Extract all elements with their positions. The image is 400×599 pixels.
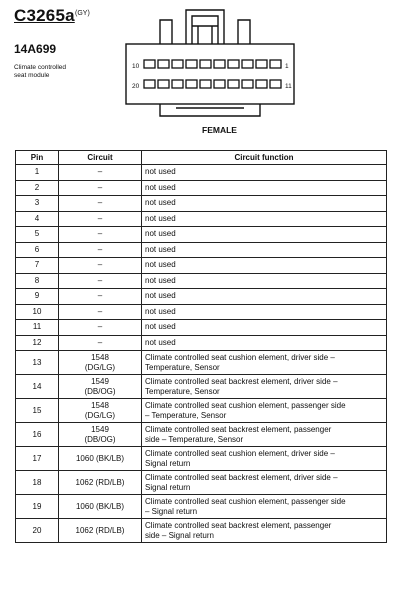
- circuit-function-cell: [142, 289, 387, 305]
- circuit-cell: [59, 519, 142, 543]
- circuit-line: 1549: [91, 376, 109, 386]
- circuit-function-cell: [142, 375, 387, 399]
- pin-cavity: [172, 80, 183, 88]
- pin-cavity: [228, 60, 239, 68]
- pin-cavity: [158, 80, 169, 88]
- circuit-function-cell: [142, 471, 387, 495]
- header-circuit-function: Circuit function: [142, 151, 387, 165]
- top-row-end-label: 1: [285, 63, 289, 70]
- pin-number: 20: [16, 519, 59, 543]
- circuit-function-cell: [142, 165, 387, 181]
- circuit-line: 1549: [91, 424, 109, 434]
- circuit-function-line: not used: [145, 306, 176, 316]
- table-row: [16, 180, 387, 196]
- circuit-line: 1060 (BK/LB): [75, 453, 125, 463]
- circuit-function-line: Signal return: [145, 482, 191, 492]
- pin-cavity: [200, 60, 211, 68]
- header-pin: Pin: [16, 151, 59, 165]
- pinout-table: [15, 150, 387, 543]
- table-row: [16, 211, 387, 227]
- circuit-line: (DG/LG): [84, 362, 116, 372]
- circuit-function-line: Climate controlled seat backrest element, passenger: [145, 424, 332, 434]
- circuit-cell: [59, 304, 142, 320]
- circuit-function-line: Climate controlled seat cushion element, passenger side: [145, 400, 346, 410]
- pin-number: 2: [16, 180, 59, 196]
- circuit-function-cell: [142, 227, 387, 243]
- pin-cavity: [186, 60, 197, 68]
- pin-number: 16: [16, 423, 59, 447]
- pin-number: 19: [16, 495, 59, 519]
- table-row: [16, 375, 387, 399]
- circuit-function-line: not used: [145, 213, 176, 223]
- table-row: [16, 399, 387, 423]
- pin-cavity: [242, 80, 253, 88]
- circuit-function-line: Climate controlled seat backrest element, driver side –: [145, 376, 338, 386]
- pin-cavity: [214, 60, 225, 68]
- circuit-line: –: [97, 322, 103, 332]
- circuit-function-cell: [142, 273, 387, 289]
- table-row: [16, 258, 387, 274]
- pin-cavity: [158, 60, 169, 68]
- circuit-function-line: – Signal return: [145, 506, 198, 516]
- circuit-line: –: [97, 198, 103, 208]
- description-line-1: Climate controlled: [14, 64, 67, 71]
- pin-cavity: [242, 60, 253, 68]
- circuit-cell: [59, 320, 142, 336]
- part-number: 14A699: [14, 42, 57, 56]
- circuit-cell: [59, 180, 142, 196]
- circuit-cell: [59, 423, 142, 447]
- circuit-function-cell: [142, 180, 387, 196]
- pin-cavity: [270, 60, 281, 68]
- circuit-function-line: not used: [145, 291, 176, 301]
- table-row: [16, 351, 387, 375]
- connector-id: C3265a: [14, 6, 75, 25]
- circuit-function-line: side – Signal return: [145, 530, 214, 540]
- circuit-line: –: [97, 337, 103, 347]
- circuit-function-cell: [142, 335, 387, 351]
- table-row: [16, 304, 387, 320]
- top-row-start-label: 10: [132, 63, 140, 70]
- pin-number: 14: [16, 375, 59, 399]
- table-row: [16, 423, 387, 447]
- bottom-row-end-label: 11: [285, 83, 292, 90]
- circuit-function-line: not used: [145, 198, 176, 208]
- circuit-cell: [59, 196, 142, 212]
- table-row: [16, 227, 387, 243]
- circuit-line: 1062 (RD/LB): [75, 477, 125, 487]
- circuit-cell: [59, 471, 142, 495]
- table-row: [16, 196, 387, 212]
- circuit-function-cell: [142, 304, 387, 320]
- circuit-line: –: [97, 291, 103, 301]
- circuit-line: –: [97, 260, 103, 270]
- table-row: [16, 273, 387, 289]
- pin-cavity: [228, 80, 239, 88]
- circuit-function-line: not used: [145, 229, 176, 239]
- table-row: [16, 165, 387, 181]
- component-description: [14, 64, 94, 80]
- circuit-line: 1548: [91, 400, 109, 410]
- circuit-function-line: – Temperature, Sensor: [145, 410, 227, 420]
- table-row: [16, 289, 387, 305]
- circuit-function-cell: [142, 423, 387, 447]
- pin-number: 10: [16, 304, 59, 320]
- pin-cavity: [144, 60, 155, 68]
- circuit-line: 1060 (BK/LB): [75, 501, 125, 511]
- circuit-function-line: Temperature, Sensor: [145, 362, 220, 372]
- circuit-cell: [59, 399, 142, 423]
- pin-number: 12: [16, 335, 59, 351]
- circuit-function-line: not used: [145, 167, 176, 177]
- table-row: [16, 495, 387, 519]
- pin-number: 13: [16, 351, 59, 375]
- circuit-function-cell: [142, 258, 387, 274]
- circuit-cell: [59, 495, 142, 519]
- pin-number: 9: [16, 289, 59, 305]
- circuit-cell: [59, 375, 142, 399]
- circuit-function-line: side – Temperature, Sensor: [145, 434, 244, 444]
- pin-number: 7: [16, 258, 59, 274]
- circuit-function-line: Climate controlled seat backrest element, driver side –: [145, 472, 338, 482]
- pin-number: 5: [16, 227, 59, 243]
- color-code: (GY): [75, 10, 90, 17]
- circuit-function-line: not used: [145, 260, 176, 270]
- circuit-function-cell: [142, 211, 387, 227]
- circuit-line: –: [97, 213, 103, 223]
- circuit-function-line: Climate controlled seat backrest element, passenger: [145, 520, 332, 530]
- description-line-2: seat module: [14, 72, 50, 79]
- circuit-function-line: Climate controlled seat cushion element, driver side –: [145, 352, 335, 362]
- table-row: [16, 242, 387, 258]
- pin-cavity: [172, 60, 183, 68]
- circuit-line: –: [97, 306, 103, 316]
- circuit-line: –: [97, 244, 103, 254]
- pin-number: 17: [16, 447, 59, 471]
- circuit-line: (DB/OG): [84, 386, 116, 396]
- pin-number: 8: [16, 273, 59, 289]
- circuit-cell: [59, 273, 142, 289]
- pin-number: 3: [16, 196, 59, 212]
- pin-number: 18: [16, 471, 59, 495]
- circuit-cell: [59, 242, 142, 258]
- circuit-function-cell: [142, 196, 387, 212]
- pin-cavity: [186, 80, 197, 88]
- circuit-function-line: not used: [145, 244, 176, 254]
- circuit-line: 1548: [91, 352, 109, 362]
- table-row: [16, 447, 387, 471]
- table-row: [16, 320, 387, 336]
- circuit-line: (DG/LG): [84, 410, 116, 420]
- pin-cavity: [200, 80, 211, 88]
- pin-number: 6: [16, 242, 59, 258]
- circuit-function-cell: [142, 242, 387, 258]
- circuit-function-line: Climate controlled seat cushion element, driver side –: [145, 448, 335, 458]
- circuit-cell: [59, 258, 142, 274]
- circuit-line: (DB/OG): [84, 434, 116, 444]
- table-row: [16, 335, 387, 351]
- pin-cavity: [214, 80, 225, 88]
- header-circuit: Circuit: [59, 151, 142, 165]
- pin-number: 15: [16, 399, 59, 423]
- circuit-cell: [59, 289, 142, 305]
- circuit-function-line: not used: [145, 322, 176, 332]
- table-row: [16, 471, 387, 495]
- circuit-line: –: [97, 167, 103, 177]
- circuit-function-line: Temperature, Sensor: [145, 386, 220, 396]
- circuit-line: 1062 (RD/LB): [75, 525, 125, 535]
- pin-cavity: [270, 80, 281, 88]
- circuit-function-line: Climate controlled seat cushion element, passenger side: [145, 496, 346, 506]
- circuit-function-line: not used: [145, 337, 176, 347]
- circuit-function-line: not used: [145, 275, 176, 285]
- circuit-function-cell: [142, 519, 387, 543]
- pin-number: 4: [16, 211, 59, 227]
- table-row: [16, 519, 387, 543]
- bottom-row-start-label: 20: [132, 83, 140, 90]
- circuit-function-cell: [142, 399, 387, 423]
- circuit-function-cell: [142, 495, 387, 519]
- circuit-line: –: [97, 229, 103, 239]
- circuit-cell: [59, 165, 142, 181]
- circuit-cell: [59, 227, 142, 243]
- circuit-cell: [59, 335, 142, 351]
- pin-number: 11: [16, 320, 59, 336]
- connector-face-diagram: [120, 4, 320, 122]
- circuit-function-cell: [142, 447, 387, 471]
- pin-cavity: [256, 80, 267, 88]
- circuit-function-line: not used: [145, 182, 176, 192]
- connector-gender-label: FEMALE: [202, 125, 237, 135]
- circuit-cell: [59, 447, 142, 471]
- circuit-function-line: Signal return: [145, 458, 191, 468]
- pin-number: 1: [16, 165, 59, 181]
- circuit-cell: [59, 211, 142, 227]
- circuit-function-cell: [142, 320, 387, 336]
- pin-cavity: [144, 80, 155, 88]
- circuit-line: –: [97, 182, 103, 192]
- circuit-line: –: [97, 275, 103, 285]
- pin-cavity: [256, 60, 267, 68]
- circuit-cell: [59, 351, 142, 375]
- circuit-function-cell: [142, 351, 387, 375]
- table-header-row: [16, 151, 387, 165]
